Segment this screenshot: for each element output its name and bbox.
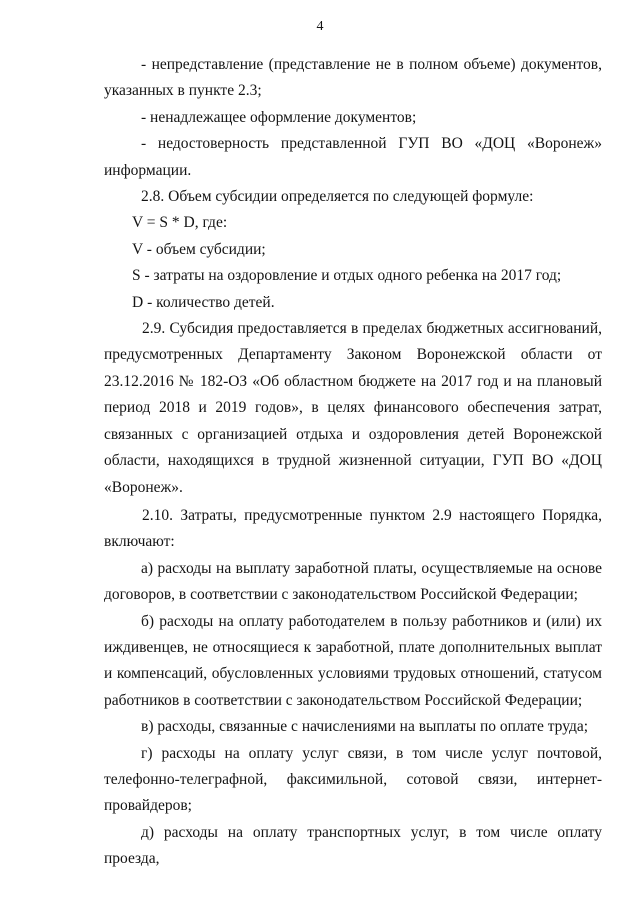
list-item-d: д) расходы на оплату транспортных услуг, в том числе оплату проезда, — [104, 823, 602, 868]
formula: V = S * D, где: — [132, 214, 228, 232]
list-item-b: б) расходы на оплату работодателем в пользу работников и (или) их иждивенцев, не относящиеся к заработной, плате дополнительных выплат и компенсаций, обусловленных условиями трудовых отношений, статусом работников в соответствии с законодательством Российской Федерации; — [104, 612, 602, 709]
paragraph-2-10: 2.10. Затраты, предусмотренные пунктом 2.9 настоящего Порядка, включают: — [104, 506, 602, 551]
paragraph-2-8-heading: 2.8. Объем субсидии определяется по следующей формуле: — [141, 188, 534, 206]
paragraph-unreliable-info: - недостоверность представленной ГУП ВО «ДОЦ «Воронеж» информации. — [104, 135, 602, 179]
paragraph-2-9: 2.9. Субсидия предоставляется в пределах бюджетных ассигнований, предусмотренных Департаменту Законом Воронежской области от 23.12.2016 № 182-ОЗ «Об областном бюджете на 2017 год и на плановый период 2018 и 2019 годов», в целях финансового обеспечения затрат, связанных с организацией отдыха и оздоровления детей Воронежской области, находящихся в трудной жизненной ситуации, ГУП ВО «ДОЦ «Воронеж». — [104, 320, 602, 496]
list-item-v: в) расходы, связанные с начислениями на выплаты по оплате труда; — [141, 718, 589, 736]
list-item-a: а) расходы на выплату заработной платы, осуществляемые на основе договоров, в соответствии с законодательством Российской Федерации; — [104, 559, 602, 604]
document-body — [104, 52, 602, 873]
formula-def-v: V - объем субсидии; — [132, 240, 266, 258]
page-number: 4 — [316, 19, 324, 34]
formula-def-d: D - количество детей. — [132, 293, 275, 311]
formula-def-s: S - затраты на оздоровление и отдых одного ребенка на 2017 год; — [132, 267, 562, 285]
paragraph-non-submission: - непредставление (представление не в полном объеме) документов, указанных в пункте 2.3; — [104, 56, 602, 100]
paragraph-improper-documents: - ненадлежащее оформление документов; — [141, 108, 417, 126]
list-item-g: г) расходы на оплату услуг связи, в том числе услуг почтовой, телефонно-телеграфной, факсимильной, сотовой связи, интернет-провайдеров; — [104, 744, 602, 815]
